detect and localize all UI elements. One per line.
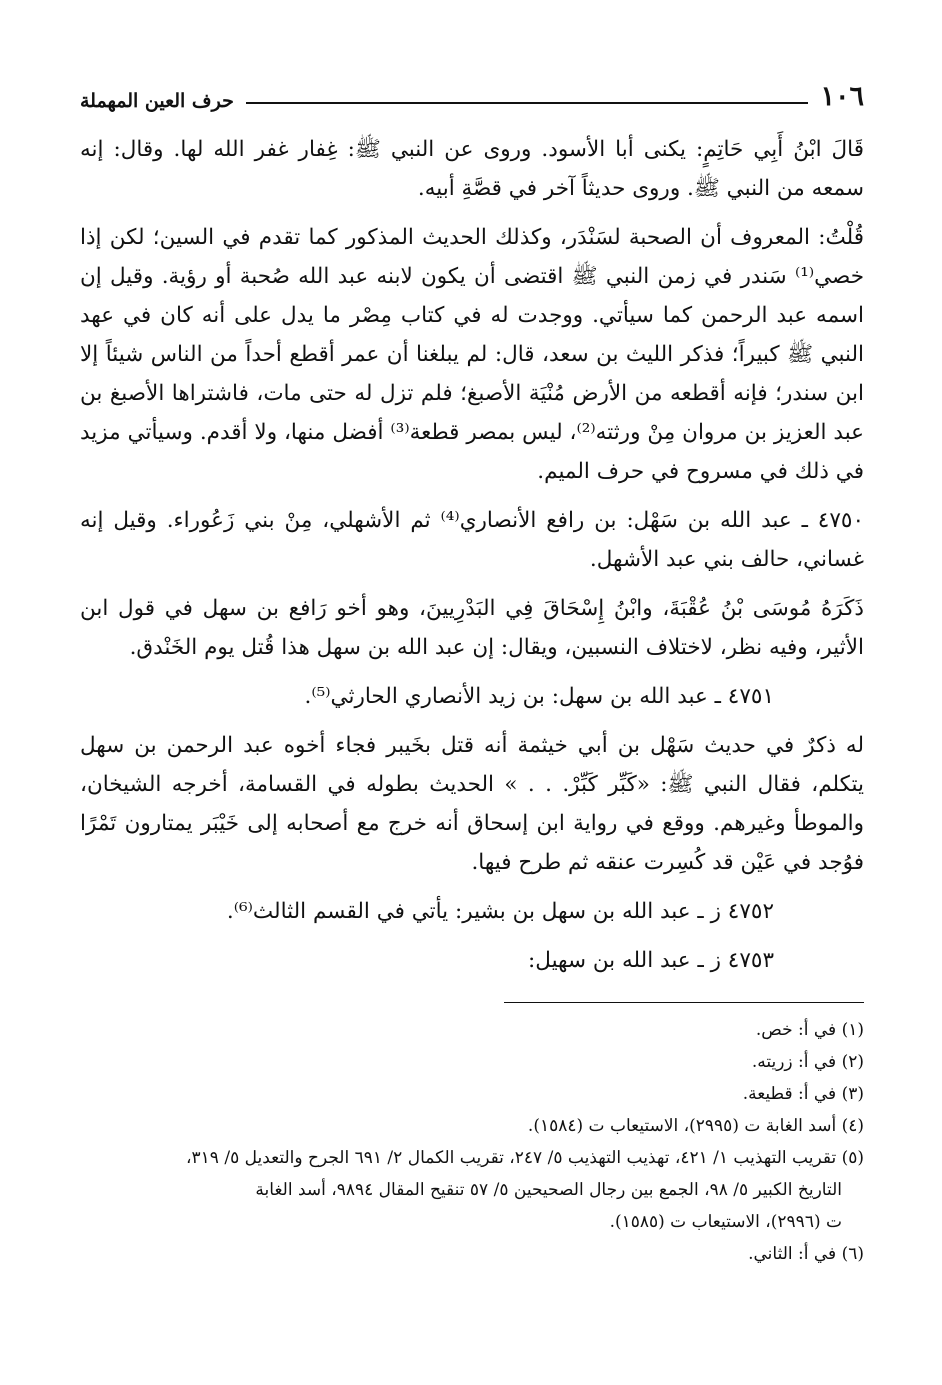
- footnote-3: (٣) في أ: قطيعة.: [742, 1084, 864, 1104]
- footnote-5-continued: التاريخ الكبير ٥/ ٩٨، الجمع بين رجال الصحيحين ٥/ ٥٧ تنقيح المقال ٩٨٩٤، أسد الغابة: [255, 1180, 842, 1200]
- footnote-6: (٦) في أ: الثاني.: [748, 1244, 864, 1264]
- footnote-2: (٢) في أ: زريته.: [751, 1052, 864, 1072]
- footnote-rule: [504, 1002, 864, 1003]
- footnote-5-end: ت (٢٩٩٦)، الاستيعاب ت (١٥٨٥).: [609, 1212, 842, 1232]
- page-number: ١٠٦: [820, 81, 864, 112]
- entry-4751: ٤٧٥١ ـ عبد الله بن سهل: بن زيد الأنصاري الحارثي⁽⁵⁾.: [304, 684, 774, 709]
- paragraph-sahl-khaythama: له ذكرٌ في حديث سَهْل بن أبي خيثمة أنه قتل بخَيبر فجاء أخوه عبد الرحمن بن سهل يتكلم، فقال النبي ﷺ: «كَبِّر كَبِّرْ. . . » الحديث بطوله في القسامة، أخرجه الشيخان، والموطأ وغيرهم. ووقع في رواية ابن إسحاق أنه خرج مع أصحابه إلى خَيْبَر يمتارون تَمْرًا فوُجد في عَيْن قد كُسِرت عنقه ثم طرح فيها.: [80, 733, 864, 875]
- page-header: [80, 72, 864, 112]
- entry-4752: ٤٧٥٢ ز ـ عبد الله بن سهل بن بشير: يأتي في القسم الثالث⁽⁶⁾.: [226, 899, 774, 924]
- paragraph-qultu: قُلْتُ: المعروف أن الصحبة لسَنْدَر، وكذلك الحديث المذكور كما تقدم في السين؛ لكن إذا خصي⁽¹⁾ سَندر في زمن النبي ﷺ اقتضى أن يكون لابنه عبد الله صُحبة أو رؤية. وقيل إن اسمه عبد الرحمن كما سيأتي. ووجدت له في كتاب مِصْر ما يدل على أنه كان في عهد النبي ﷺ كبيراً؛ فذكر الليث بن سعد، قال: لم يبلغنا أن عمر أقطع أحداً من الناس شيئاً إلا ابن سندر؛ فإنه أقطعه من الأرض مُنْيَة الأصبغ؛ فلم تزل له حتى مات، فاشتراها الأصبغ بن عبد العزيز بن مروان مِنْ ورثته⁽²⁾، ليس بمصر قطعة⁽³⁾ أفضل منها، ولا أقدم. وسيأتي مزيد في ذلك في مسروح في حرف الميم.: [80, 225, 865, 484]
- main-text: [80, 130, 864, 980]
- footnote-1: (١) في أ: خص.: [755, 1020, 864, 1040]
- paragraph-musa-bin-uqba: ذَكَرَهُ مُوسَى بْنُ عُقْبَةَ، وابْنُ إِسْحَاقَ فِي البَدْرِيينَ، وهو أخو رَافع بن سهل في قول ابن الأثير، وفيه نظر، لاختلاف النسبين، ويقال: إن عبد الله بن سهل هذا قُتل يوم الخَنْدق.: [80, 596, 864, 660]
- entry-4750: ٤٧٥٠ ـ عبد الله بن سَهْل: بن رافع الأنصاري⁽⁴⁾ ثم الأشهلي، مِنْ بني زَعُوراء. وقيل إنه غساني، حالف بني عبد الأشهل.: [80, 508, 864, 572]
- entry-4753: ٤٧٥٣ ز ـ عبد الله بن سهيل:: [528, 948, 774, 973]
- footnote-5: (٥) تقريب التهذيب ١/ ٤٢١، تهذيب التهذيب ٥/ ٢٤٧، تقريب الكمال ٢/ ٦٩١ الجرح والتعديل ٥/ ٣١٩،: [186, 1148, 864, 1168]
- footnotes: [80, 1015, 864, 1269]
- running-title: حرف العين المهملة: [80, 90, 234, 112]
- header-rule: [246, 102, 809, 104]
- footnote-4: (٤) أسد الغابة ت (٢٩٩٥)، الاستيعاب ت (١٥٨٤).: [527, 1116, 864, 1136]
- paragraph-ibn-abi-hatim: قَالَ ابْنُ أَبِي حَاتِمٍ: يكنى أبا الأسود. وروى عن النبي ﷺ: غِفار غفر الله لها. وقال: إنه سمعه من النبي ﷺ. وروى حديثاً آخر في قصَّةِ أبيه.: [80, 137, 864, 201]
